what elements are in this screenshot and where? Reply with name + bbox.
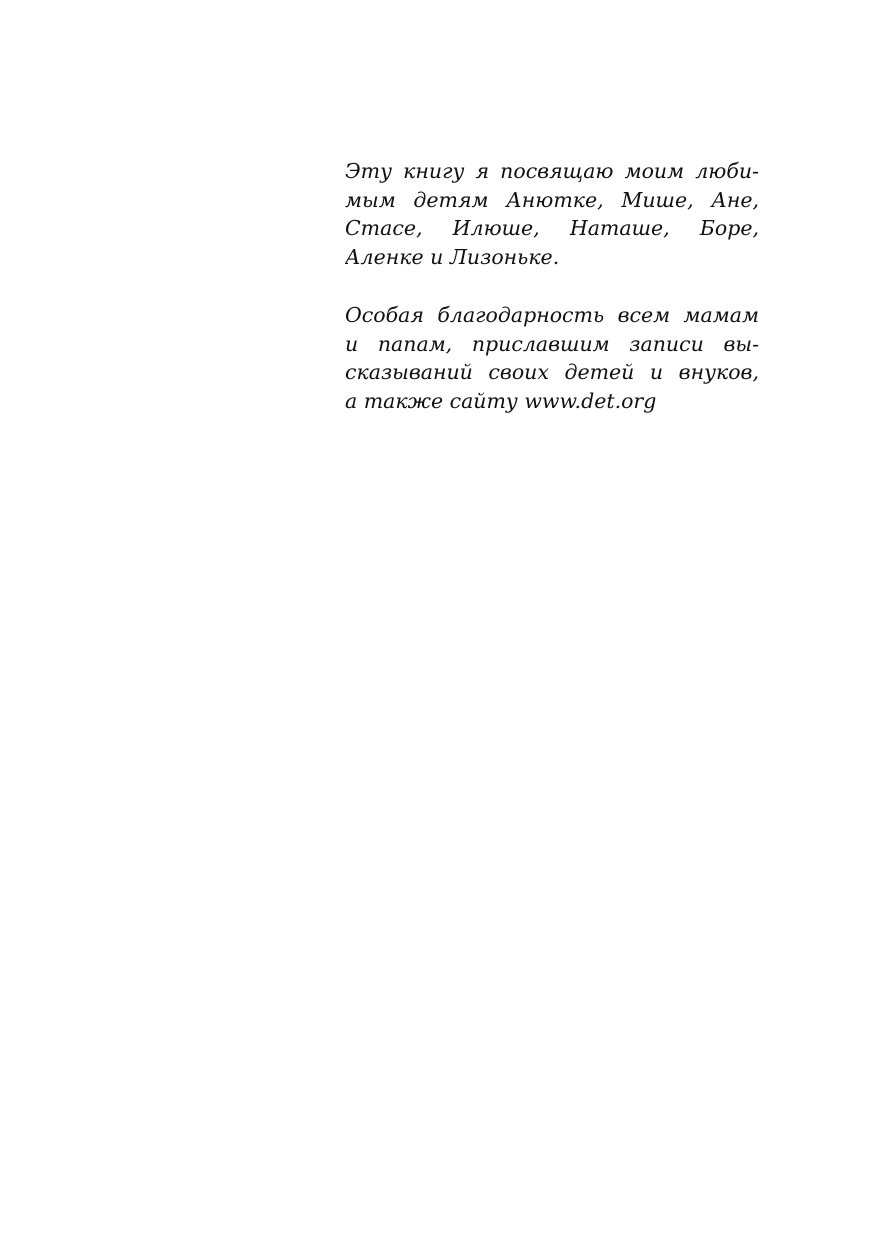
dedication-line: Аленке и Лизоньке. bbox=[345, 244, 560, 269]
acknowledgement-line: сказываний своих детей и внуков, bbox=[345, 360, 759, 385]
acknowledgement-line: и папам, приславшим записи вы- bbox=[345, 331, 759, 356]
acknowledgement-line: а также сайту www.det.org bbox=[345, 388, 657, 413]
acknowledgement-line: Особая благодарность всем мамам bbox=[345, 303, 759, 327]
dedication-line: мым детям Анютке, Мише, Ане, bbox=[345, 187, 759, 212]
dedication-paragraph bbox=[345, 157, 759, 271]
acknowledgement-paragraph bbox=[345, 301, 759, 415]
dedication-line: Стасе, Илюше, Наташе, Боре, bbox=[345, 216, 759, 241]
dedication-line: Эту книгу я посвящаю моим люби- bbox=[345, 159, 759, 183]
